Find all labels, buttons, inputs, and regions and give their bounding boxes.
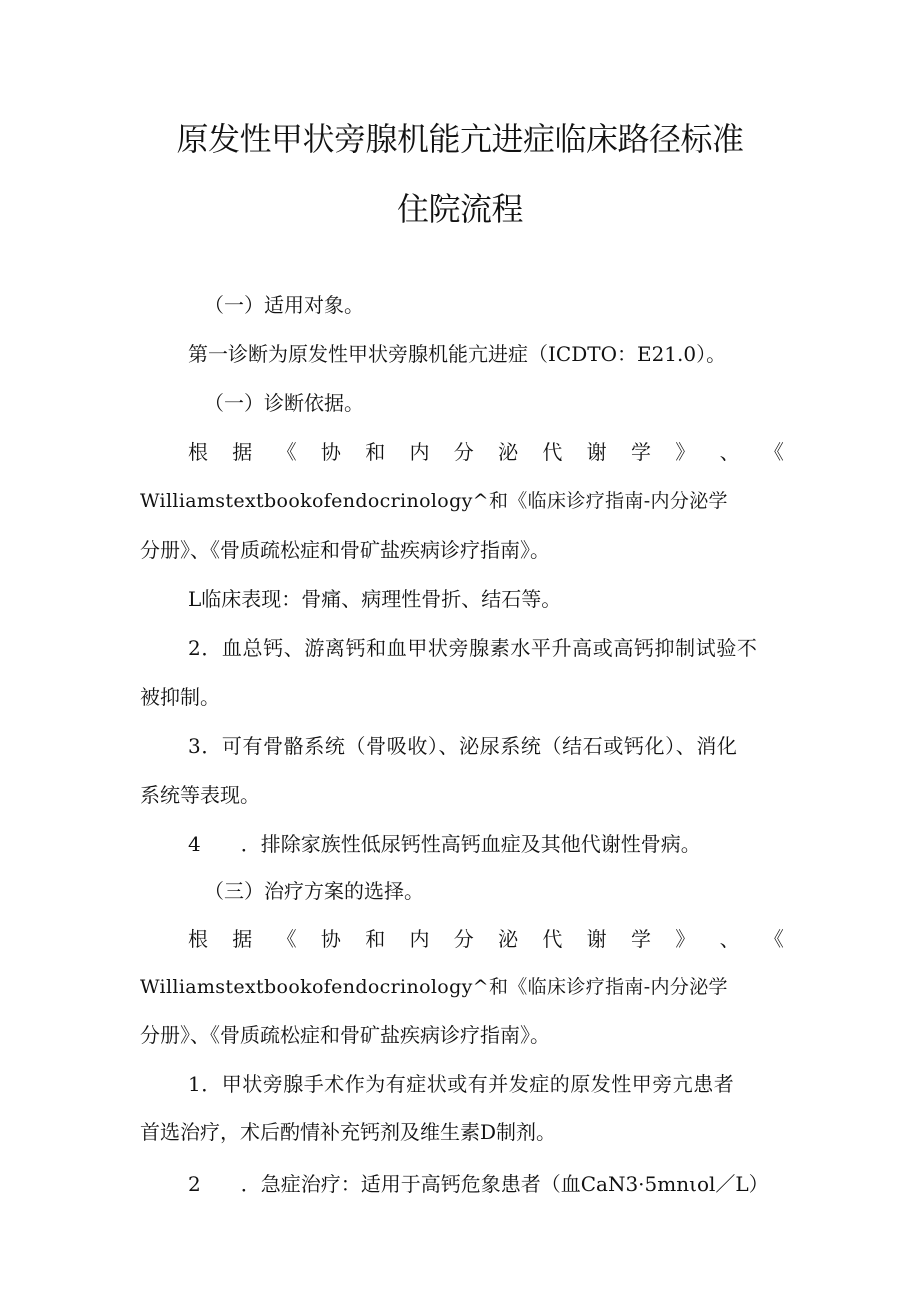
list-item-clinical-manifestations: L临床表现：骨痛、病理性骨折、结石等。	[188, 587, 562, 611]
section-heading-treatment-choice: （三）治疗方案的选择。	[204, 879, 424, 903]
paragraph-line: 第一诊断为原发性甲状旁腺机能亢进症（ICDTO：E21.0）。	[188, 342, 727, 366]
list-item-exclusion: 4 ．排除家族性低尿钙性高钙血症及其他代谢性骨病。	[188, 832, 701, 856]
char: 根	[188, 927, 208, 951]
list-item-system-manifestations: 3．可有骨骼系统（骨吸收）、泌尿系统（结石或钙化）、消化	[188, 734, 738, 758]
char: 代	[542, 927, 563, 951]
char: 协	[320, 927, 341, 951]
char: 谢	[586, 440, 607, 464]
list-item-blood-calcium: 2．血总钙、游离钙和血甲状旁腺素水平升高或高钙抑制试验不	[188, 636, 758, 660]
section-heading-diagnosis-basis: （一）诊断依据。	[204, 391, 364, 415]
paragraph-line: Williamstextbookofendocrinology^和《临床诊疗指南-内分泌学	[140, 976, 728, 998]
char: 谢	[586, 927, 607, 951]
paragraph-line-justified	[188, 438, 784, 466]
char: 内	[409, 440, 430, 464]
char: 》	[675, 440, 696, 464]
paragraph-line: 被抑制。	[140, 685, 220, 709]
char: 学	[630, 440, 651, 464]
paragraph-line: 首选治疗，术后酌情补充钙剂及维生素D制剂。	[140, 1120, 557, 1144]
list-item-emergency-treatment: 2 ．急症治疗：适用于高钙危象患者（血CaN3·5mnιol／L）	[188, 1172, 769, 1196]
char: 和	[365, 927, 386, 951]
document-title-line-2: 住院流程	[396, 190, 523, 228]
char: 《	[763, 927, 784, 951]
char: 泌	[498, 440, 519, 464]
char: 《	[763, 440, 784, 464]
char: 《	[276, 927, 297, 951]
paragraph-line-justified	[188, 925, 784, 953]
section-heading-applicable-objects: （一）适用对象。	[204, 293, 364, 317]
list-item-surgery: 1．甲状旁腺手术作为有症状或有并发症的原发性甲旁亢患者	[188, 1072, 735, 1096]
document-title-line-1: 原发性甲状旁腺机能亢进症临床路径标准	[176, 120, 744, 158]
char: 和	[365, 440, 386, 464]
paragraph-line: Williamstextbookofendocrinology^和《临床诊疗指南-内分泌学	[140, 490, 728, 512]
char: 、	[719, 927, 740, 951]
char: 据	[232, 440, 253, 464]
char: 代	[542, 440, 563, 464]
char: 》	[675, 927, 696, 951]
paragraph-line: 分册》、《骨质疏松症和骨矿盐疾病诊疗指南》。	[140, 1023, 550, 1047]
char: 据	[232, 927, 253, 951]
char: 分	[453, 927, 474, 951]
char: 《	[276, 440, 297, 464]
char: 、	[719, 440, 740, 464]
char: 分	[453, 440, 474, 464]
char: 泌	[498, 927, 519, 951]
char: 根	[188, 440, 208, 464]
paragraph-line: 系统等表现。	[140, 783, 260, 807]
char: 内	[409, 927, 430, 951]
paragraph-line: 分册》、《骨质疏松症和骨矿盐疾病诊疗指南》。	[140, 538, 550, 562]
char: 学	[630, 927, 651, 951]
char: 协	[320, 440, 341, 464]
